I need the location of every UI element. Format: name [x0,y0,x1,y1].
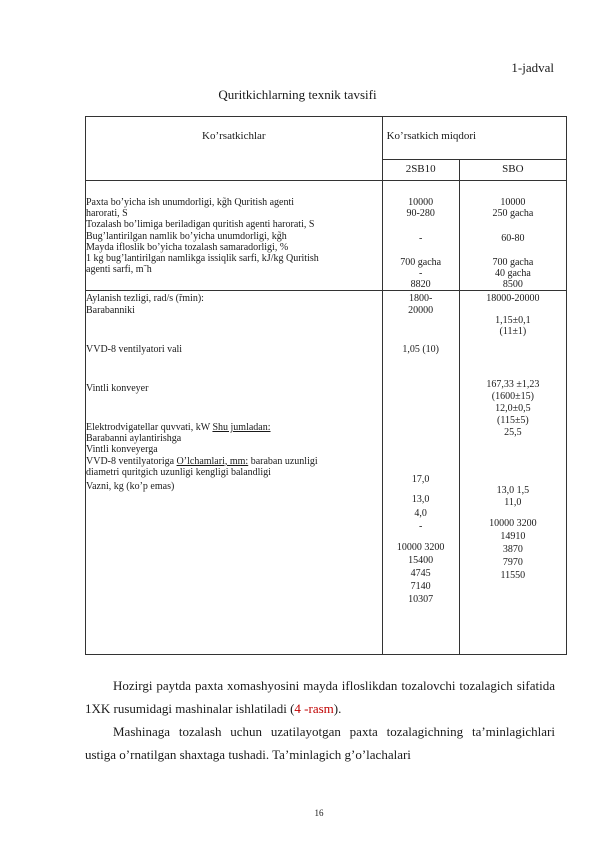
section1-col2: 10000 250 gacha 60-80 700 gacha 40 gacha 8500 [459,181,566,291]
header-param-cell [86,117,383,181]
section1-col1: 10000 90-280 - 700 gacha - 8820 [382,181,459,291]
spec-table [85,116,567,655]
label-temperature: harorati, S [86,208,128,220]
label-rotation-speed: Aylanish tezligi, rad/s (̃rmin): [86,293,204,305]
label-drum: Barabanniki [86,304,135,316]
paragraph-1: Hozirgi paytda paxta xomashyosini mayda ifloslikdan tozalovchi tozalagich sifatida 1XK rusumidagi mashinalar ishlatiladi (4 -rasm). [85,678,555,716]
label-agent-consumption: agenti sarfi, m˜h [86,264,152,276]
header-value: Ko’rsatkich miqdori [386,130,477,142]
label-agent-temperature: Tozalash bo’limiga beriladigan quritish agenti harorati, S [86,219,315,231]
section2-labels [86,291,383,655]
label-productivity: Paxta bo’yicha ish unumdorligi, kg̃h Quritish agenti [86,197,295,208]
table-title: Quritkichlarning texnik tavsifi [218,87,377,102]
label-heat-consumption: 1 kg bug’lantirilgan namlikga issiqlik sarfi, kJ/kg Quritish [86,252,319,264]
header-param: Ko’rsatkichlar [202,130,266,142]
section2-col2: 18000-20000 1,15±0,1 (11±1) 167,33 ±1,23 (1600±15) 12,0±0,5 (115±5) 25,5 13,0 1,5 11,0 10000 3200 14910 3870 7970 11550 [459,291,566,655]
label-fan-power: VVD-8 ventilyatoriga O’lchamlari, mm: baraban uzunligi [86,455,318,467]
label-drum-rotation: Barabanni aylantirishga [86,433,182,445]
figure-reference-link[interactable]: 4 -rasm [294,701,334,716]
header-col1: 2SB10 [382,160,459,181]
label-fan-shaft: VVD-8 ventilyatori vali [86,343,183,355]
including-label: Shu jumladan: [212,422,271,434]
label-screw-conveyor: Vintli konveyer [86,382,149,394]
label-diameter: diametri quritgich uzunligi kengligi balandligi [86,466,271,478]
paragraph-2: Mashinaga tozalash uchun uzatilayotgan paxta tozalagichning ta’minlagichlari ustiga o’rnatilgan shaxtaga tushadi. Ta’minlagich g’o’lachalari [85,724,555,762]
label-moisture-productivity: Bug’lantirilgan namlik bo’yicha unumdorligi, kg̃h [86,230,287,242]
table-caption: 1-jadval [511,60,554,75]
label-conveyor-power: Vintli konveyerga [86,444,158,456]
label-mass: Vazni, kg (ko’p emas) [86,481,175,492]
dimensions-label: O’lchamlari, mm: [176,455,249,467]
page-number: 16 [314,808,324,818]
label-motor-power: Elektrodvigatellar quvvati, kW Shu jumladan: [86,422,271,434]
section2-col1: 1800- 20000 1,05 (10) 17,0 13,0 4,0 - 10000 3200 15400 4745 7140 10307 [382,291,459,655]
header-col2: SBO [459,160,566,181]
header-value-cell [382,117,566,160]
label-cleaning-efficiency: Mayda ifloslik bo’yicha tozalash samaradorligi, % [86,241,289,253]
section1-labels [86,181,383,291]
